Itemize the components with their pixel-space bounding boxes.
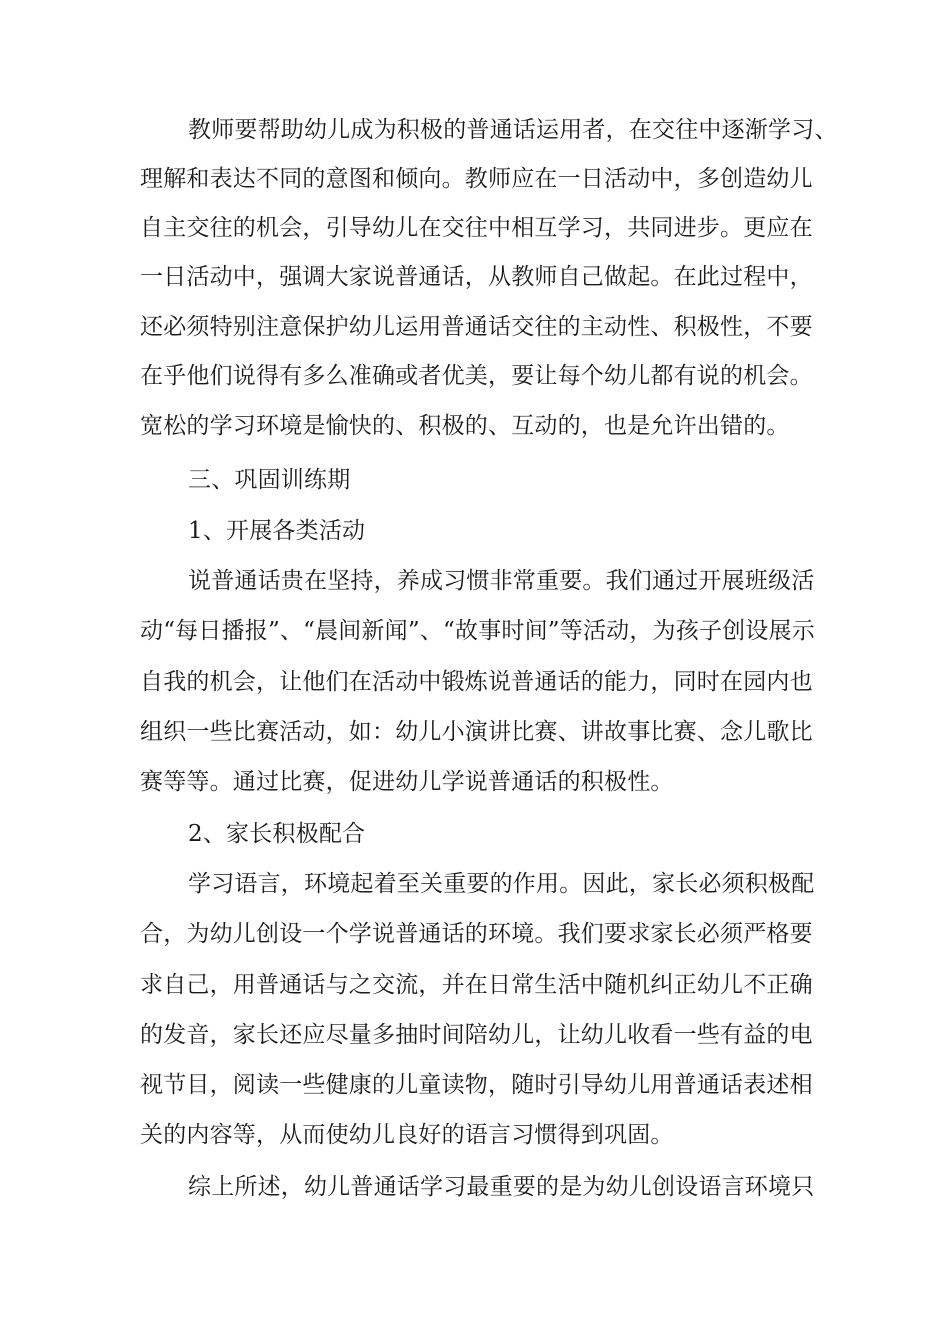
paragraph-line: 组织一些比赛活动，如：幼儿小演讲比赛、讲故事比赛、念儿歌比 [140,719,813,745]
paragraph-line: 合，为幼儿创设一个学说普通话的环境。我们要求家长必须严格要 [140,921,813,947]
paragraph-line: 一日活动中，强调大家说普通话，从教师自己做起。在此过程中， [140,264,813,290]
subsection-heading: 1、开展各类活动 [188,518,366,544]
paragraph-line: 的发音，家长还应尽量多抽时间陪幼儿，让幼儿收看一些有益的电 [140,1022,813,1048]
paragraph-line: 关的内容等，从而使幼儿良好的语言习惯得到巩固。 [140,1122,674,1148]
paragraph-line: 理解和表达不同的意图和倾向。教师应在一日活动中，多创造幼儿 [140,166,813,192]
paragraph-line: 教师要帮助幼儿成为积极的普通话运用者，在交往中逐渐学习、 [188,117,838,143]
paragraph-line: 宽松的学习环境是愉快的、积极的、互动的，也是允许出错的。 [140,413,790,439]
paragraph-line: 还必须特别注意保护幼儿运用普通话交往的主动性、积极性，不要 [140,314,813,340]
paragraph-line: 赛等等。通过比赛，促进幼儿学说普通话的积极性。 [140,769,674,795]
paragraph-line: 动“每日播报”、“晨间新闻”、“故事时间”等活动，为孩子创设展示 [140,618,815,644]
paragraph-line: 在乎他们说得有多么准确或者优美，要让每个幼儿都有说的机会。 [140,363,813,389]
paragraph-line: 学习语言，环境起着至关重要的作用。因此，家长必须积极配 [188,871,815,897]
paragraph-line: 求自己，用普通话与之交流，并在日常生活中随机纠正幼儿不正确 [140,972,813,998]
paragraph-line: 说普通话贵在坚持，养成习惯非常重要。我们通过开展班级活 [188,568,815,594]
paragraph-line: 自主交往的机会，引导幼儿在交往中相互学习，共同进步。更应在 [140,215,813,241]
subsection-heading: 2、家长积极配合 [188,821,366,847]
section-heading: 三、巩固训练期 [188,467,351,493]
paragraph-line: 视节目，阅读一些健康的儿童读物，随时引导幼儿用普通话表述相 [140,1072,813,1098]
paragraph-line: 自我的机会，让他们在活动中锻炼说普通话的能力，同时在园内也 [140,669,813,695]
paragraph-line: 综上所述，幼儿普通话学习最重要的是为幼儿创设语言环境只 [188,1174,815,1200]
